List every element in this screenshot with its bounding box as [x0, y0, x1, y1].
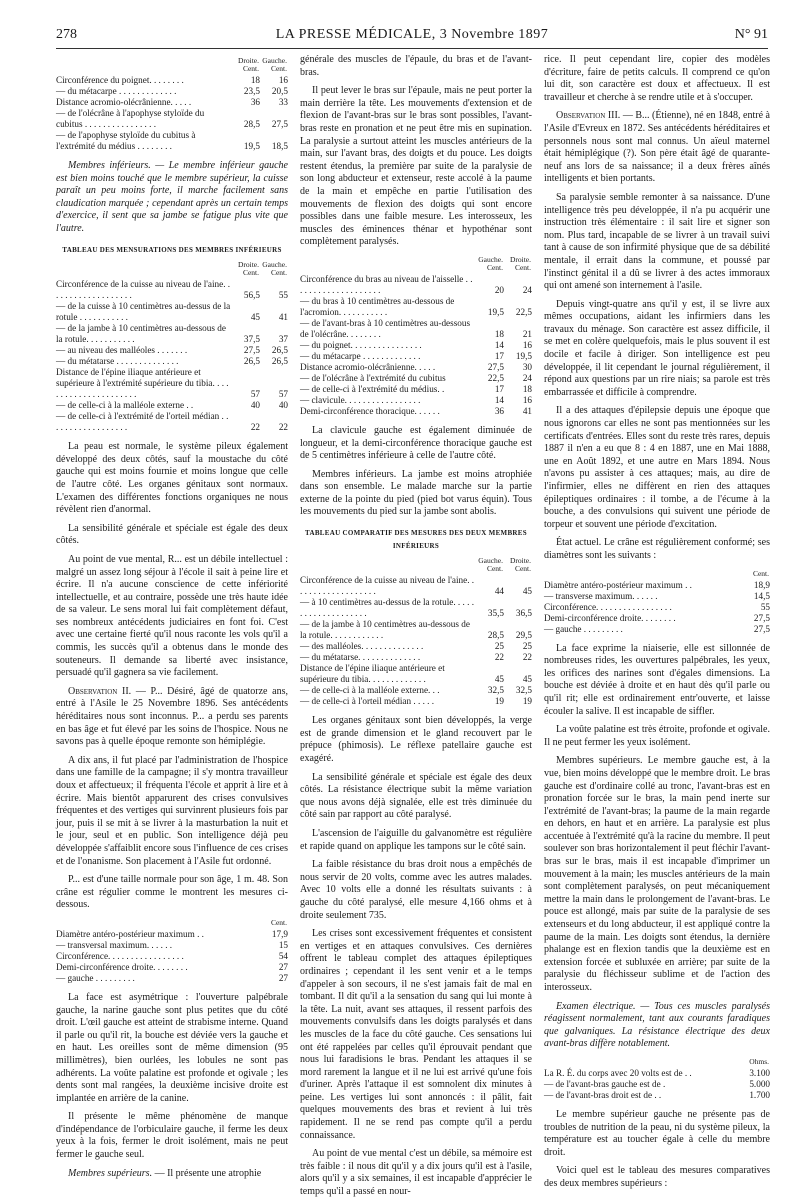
table-row	[56, 75, 288, 86]
table-value-cell: 27,5	[753, 612, 770, 623]
col3-table-2	[544, 1057, 770, 1101]
table-label-cell: — de l'olécrâne à l'apophyse styloïde du cubitus . . . . . . . . . . . . . . . .	[56, 108, 205, 129]
table-value-cell: 27,5	[487, 361, 504, 372]
table-value-cell: 29,5	[515, 630, 532, 641]
table-value-cell: 57	[250, 389, 260, 400]
table-row	[300, 351, 532, 362]
table-row	[300, 685, 532, 696]
table-value-cell: 37,5	[243, 334, 260, 345]
table-value-cell: 5.000	[749, 1078, 770, 1089]
table-label-cell: — transversal maximum. . . . . .	[56, 939, 173, 950]
table-value-cell: 37	[278, 334, 288, 345]
table-value-cell: 22	[250, 422, 260, 433]
table-value-cell: 17,9	[271, 928, 288, 939]
table-value-cell: 20,5	[271, 86, 288, 96]
table-value-cell: 35,5	[487, 608, 504, 619]
table-label-cell: — de l'olécrâne à l'extrémité du cubitus	[300, 372, 446, 383]
table-value-cell: 32,5	[487, 685, 504, 696]
table-row	[544, 1090, 770, 1101]
col2-paragraph: générale des muscles de l'épaule, du bras et de l'avant-bras.	[300, 54, 532, 78]
col1-t1-body	[56, 75, 288, 152]
table-row	[300, 406, 532, 417]
table-row	[300, 652, 532, 663]
table-value-cell: 15	[278, 939, 288, 950]
table-row	[56, 301, 288, 323]
col2-paragraph: Membres inférieurs. La jambe est moins atrophiée dans son ensemble. Le malade marche sur la partie externe de la pointe du pied (pied bot varus équin). Tous les mouvements du pied sur la jambe sont abolis.	[300, 468, 532, 518]
table-value-cell: 22	[522, 652, 532, 663]
table-label-cell: — de l'avant-bras droit est de . .	[544, 1089, 662, 1100]
table-value-cell: 45	[494, 674, 504, 685]
table-label-cell: La R. É. du corps avec 20 volts est de . .	[544, 1067, 692, 1078]
table-row	[56, 962, 288, 973]
table-row	[56, 356, 288, 367]
table-value-cell: 14	[494, 394, 504, 405]
col3-t2-body	[544, 1068, 770, 1101]
table-row	[544, 591, 770, 602]
table-row	[544, 624, 770, 635]
page-number: 278	[56, 27, 77, 42]
table-row	[300, 362, 532, 373]
table-value-cell: 17	[494, 383, 504, 394]
col1-paragraph: La face est asymétrique : l'ouverture palpébrale gauche, la narine gauche sont plus petites que du côté droit. L'œil gauche est atteint de strabisme interne. Quand il parle ou qu'il rit, la bouche est déviée vers la gauche et en haut. Les oreilles sont de même dimension (95 millimètres), bien ourlées, les lobules ne sont pas adhérents. La voûte palatine est profonde et ogivale ; les dents sont mal rangées, la deuxième incisive droite est implantée en arrière de la canine.	[56, 991, 288, 1104]
table-value-cell: 18	[522, 383, 532, 394]
table-label-cell: Circonférence de la cuisse au niveau de l'aine. . . . . . . . . . . . . . . . . . .	[56, 279, 231, 301]
table-row	[56, 973, 288, 984]
col1-paragraph: Membres inférieurs. — Le membre inférieur gauche est bien moins touché que le membre supérieur, la cuisse paraît un peu moins forte, il marche facilement sans claudication marquée ; cependant après un certain temps d'exercice, il sent que sa jambe se fatigue plus vite que l'autre.	[56, 160, 288, 234]
col2-t1-head-right: Droite. Cent.	[509, 254, 531, 272]
table-value-cell: 26,5	[271, 345, 288, 356]
col3-paragraph: rice. Il peut cependant lire, copier des modèles d'écriture, faire de petits calculs. Il comprend ce qu'on lui dit, son caractère est doux et affectueux. Il est travailleur et cherche à se rendre utile et à s'occuper.	[544, 54, 770, 103]
table-label-cell: — du métacarpe . . . . . . . . . . . . .	[300, 350, 421, 361]
table-label-cell: Circonférence. . . . . . . . . . . . . . . . .	[56, 950, 184, 961]
table-label-cell: — du poignet. . . . . . . . . . . . . . . .	[300, 339, 422, 350]
col3-t1-head: Cent.	[752, 568, 769, 578]
table-label-cell: Demi-circonférence thoracique. . . . . .	[300, 405, 440, 416]
col3-t1-body	[544, 580, 770, 635]
table-value-cell: 14	[494, 339, 504, 350]
table-row	[300, 663, 532, 685]
table-value-cell: 22	[494, 652, 504, 663]
col2-t2-head-right: Droite. Cent.	[509, 556, 531, 574]
table-row	[544, 1079, 770, 1090]
header-rule	[56, 48, 768, 49]
table-value-cell: 36	[494, 405, 504, 416]
table-value-cell: 3.100	[749, 1067, 770, 1078]
col2-table-1	[300, 255, 532, 417]
table-value-cell: 32,5	[515, 685, 532, 696]
table-value-cell: 16	[522, 339, 532, 350]
table-value-cell: 21	[522, 328, 532, 339]
col2-table-2	[300, 556, 532, 707]
table-label-cell: — de celle-ci à l'orteil médian . . . . .	[300, 696, 435, 707]
table-value-cell: 40	[278, 400, 288, 411]
col3-paragraph: Le membre supérieur gauche ne présente pas de troubles de nutrition de la peau, ni du système pileux, la température est au toucher égale à celle du membre droit.	[544, 1108, 770, 1158]
table-label-cell: — gauche . . . . . . . . .	[56, 972, 135, 983]
table-value-cell: 24	[522, 284, 532, 295]
table-row	[300, 619, 532, 641]
col1-t3-head: Cent.	[270, 917, 287, 927]
table-value-cell: 55	[760, 601, 770, 612]
table-row	[300, 575, 532, 597]
col2-t1-body	[300, 274, 532, 417]
table-value-cell: 18	[250, 75, 260, 85]
col3-paragraph: La face exprime la niaiserie, elle est sillonnée de nombreuses rides, les ouvertures palpébrales, les yeux, les orifices des narines sont d'égales dimensions. La bouche est déviée à droite et en haut dès qu'il parle ou qu'il rit; elle est ordinairement entr'ouverte, et laisse écouler la salive. Il est incapable de siffler.	[544, 642, 770, 717]
membres-superieurs-text: — Il présente une atrophie	[152, 1167, 262, 1179]
membres-superieurs-label: Membres supérieurs.	[68, 1167, 153, 1179]
table-value-cell: 18,5	[271, 141, 288, 151]
table-value-cell: 23,5	[243, 86, 260, 96]
table-value-cell: 30	[522, 361, 532, 372]
table-label-cell: — de celle-ci à l'extrémité du médius. .	[300, 383, 445, 394]
table-label-cell: Demi-circonférence droite. . . . . . . .	[544, 612, 676, 623]
table-value-cell: 45	[522, 586, 532, 597]
col1-paragraph: La peau est normale, le système pileux également développé des deux côtés, sauf la moustache du côté gauche qui est moins fournie et moins longue que celle de l'autre côté. Les organes génitaux sont normaux. L'examen des différentes fonctions organiques ne nous révèlent rien d'anormal.	[56, 441, 288, 516]
table-label-cell: Circonférence du bras au niveau de l'aisselle . . . . . . . . . . . . . . . . . . . .	[300, 273, 473, 295]
table-label-cell: — de la jambe à 10 centimètres au-dessous de la rotule. . . . . . . . . . . .	[300, 619, 470, 641]
table-value-cell: 19	[522, 696, 532, 707]
col1-paragraph: Au point de vue mental, R... est un débile intellectuel : malgré un assez long séjour à l'école il sait à peine lire et écrire. Il n'a aucune conscience de cette infériorité intellectuelle, et au contraire, possède une très haute idée de sa valeur. Le sens moral lui fait complètement défaut, ses nombreux antécédents judiciaires en font foi. C'est avec une certaine fierté qu'il nous raconte les vols qu'il a commis, les succès qu'il a obtenus dans le monde des souteneurs. Il demande sa liberté avec insistance, persuadé qu'il gagnera sa vie facilement.	[56, 553, 288, 679]
col3-paragraph: Sa paralysie semble remonter à sa naissance. D'une intelligence très peu développée, il n'a pu acquérir une instruction très élémentaire : il sait lire et signer son nom. Plus tard, incapable de se livrer à un travail suivi tant à cause de son infirmité physique que de sa débilité mentale, il errait dans la commune, et poussé par l'instinct génital il a dû se livrer à des actes immoraux qui ont amené son internement à l'asile.	[544, 191, 770, 292]
table-label-cell: — de celle-ci à la malléole externe . .	[56, 400, 194, 411]
col2-paragraph: Les organes génitaux sont bien développés, la verge est de grande dimension et le gland recouvert par le prépuce (phimosis). Le réflexe patellaire gauche est exagéré.	[300, 715, 532, 765]
table-label-cell: — du métatarse. . . . . . . . . . . . . .	[300, 652, 421, 663]
col1-t2-head-left: Gauche. Cent.	[262, 260, 287, 278]
table-label-cell: — des malléoles. . . . . . . . . . . . . .	[300, 641, 424, 652]
table-label-cell: — du métatarse . . . . . . . . . . . . . .	[56, 356, 179, 367]
table-row	[56, 345, 288, 356]
col2-t2-head-left: Gauche. Cent.	[478, 556, 503, 574]
table-label-cell: — au niveau des malléoles . . . . . . .	[56, 345, 188, 356]
table-row	[56, 86, 288, 97]
table-value-cell: 45	[522, 674, 532, 685]
table-label-cell: Diamètre antéro-postérieur maximum . .	[544, 579, 692, 590]
table-row	[300, 696, 532, 707]
table-label-cell: Distance de l'épine iliaque antérieure et supérieure à l'extrémité supérieure du tibia. . . . . . . . . . . . . . . . . . . . . .	[56, 367, 229, 400]
table-row	[56, 130, 288, 152]
table-value-cell: 25	[494, 641, 504, 652]
table-value-cell: 19,5	[515, 350, 532, 361]
col1-observation-2	[56, 686, 288, 749]
table-row	[300, 373, 532, 384]
table-value-cell: 28,5	[487, 630, 504, 641]
table-row	[544, 1068, 770, 1079]
table-label-cell: Distance acromio-olécrânienne. . . . .	[56, 97, 192, 107]
table-row	[544, 613, 770, 624]
table-label-cell: — de l'avant-bras gauche est de .	[544, 1078, 666, 1089]
observation-2-text: — P... Désiré, âgé de quatorze ans, entré à l'Asile le 25 Novembre 1896. Ses antécédents héréditaires nous sont inconnus. P... a perdu ses parents en bas âge et fut élevé par les soins de l'hospice. Nous ne savons pas à quelle époque remonte son hémiplégie.	[56, 685, 288, 748]
table-row	[56, 929, 288, 940]
col1-paragraph: La sensibilité générale et spéciale est égale des deux côtés.	[56, 522, 288, 547]
table-row	[56, 108, 288, 130]
col3-paragraph: Voici quel est le tableau des mesures comparatives des deux membres supérieurs :	[544, 1165, 770, 1189]
journal-title: LA PRESSE MÉDICALE, 3 Novembre 1897	[275, 27, 549, 42]
table-label-cell: Demi-circonférence droite. . . . . . . .	[56, 961, 188, 972]
table-row	[56, 951, 288, 962]
table-row	[544, 580, 770, 591]
table-label-cell: Circonférence du poignet. . . . . . . .	[56, 75, 184, 85]
table-value-cell: 27,5	[243, 345, 260, 356]
col2-table-2-title: TABLEAU COMPARATIF DES MESURES DES DEUX MEMBRES INFÉRIEURS	[305, 529, 527, 550]
table-value-cell: 16	[278, 75, 288, 85]
table-value-cell: 55	[278, 290, 288, 301]
table-label-cell: — de celle-ci à l'extrémité de l'orteil médian . . . . . . . . . . . . . . . . . .	[56, 411, 229, 433]
col3-paragraph: La voûte palatine est très étroite, profonde et ogivale. Il ne peut fermer les yeux isolément.	[544, 724, 770, 748]
table-value-cell: 19	[494, 696, 504, 707]
table-label-cell: — du métacarpe . . . . . . . . . . . . .	[56, 86, 177, 96]
table-value-cell: 14,5	[753, 590, 770, 601]
table-value-cell: 22,5	[515, 306, 532, 317]
observation-2-label: Observation II.	[68, 685, 132, 697]
col1-t1-head-right: Droite. Cent.	[237, 56, 259, 73]
col2-t1-head-left: Gauche. Cent.	[478, 254, 503, 272]
issue-number: N° 91	[734, 27, 768, 42]
table-value-cell: 27	[278, 961, 288, 972]
column-3	[544, 54, 770, 1189]
table-value-cell: 24	[522, 372, 532, 383]
table-value-cell: 41	[522, 405, 532, 416]
col2-paragraph: Il peut lever le bras sur l'épaule, mais ne peut porter la main derrière la tête. Les mouvements d'extension et de flexion de l'avant-bras sur le bras sont possibles, l'avant-bras reste en pronation et ne peut être mis en supination. La paralysie a surtout atteint les muscles antérieurs de la main, sur l'avant bras, des doigts et du pouce. Les doigts restent étendus, la première par suite de la paralysie de son long abducteur et extenseur, reste accolé à la paume de la main et empêche en partie l'utilisation des mouvements de flexion des doigts qui sont encore possibles dans une faible mesure. Les interosseux, les muscles des éminences thénar et hypothénar sont complètement paralysés.	[300, 85, 532, 248]
table-value-cell: 16	[522, 394, 532, 405]
table-row	[544, 602, 770, 613]
table-value-cell: 26,5	[271, 356, 288, 367]
table-value-cell: 18,9	[753, 579, 770, 590]
table-value-cell: 44	[494, 586, 504, 597]
table-label-cell: — transverse maximum. . . . . .	[544, 590, 658, 601]
table-value-cell: 27	[278, 972, 288, 983]
table-value-cell: 56,5	[243, 290, 260, 301]
table-value-cell: 45	[250, 312, 260, 323]
table-label-cell: — à 10 centimètres au-dessus de la rotule. . . . . . . . . . . . . . . . . . . .	[300, 597, 475, 619]
col2-paragraph: L'ascension de l'aiguille du galvanomètre est régulière et rapide quand on applique les tampons sur le côté sain.	[300, 828, 532, 852]
col1-paragraph-last	[56, 1168, 288, 1181]
table-row	[300, 274, 532, 296]
col2-paragraph: La sensibilité générale et spéciale est égale des deux côtés. La résistance électrique subit la même variation que nous avons déjà signalée, elle est très diminuée du côté sain par rapport au côté paralysé.	[300, 771, 532, 821]
table-row	[56, 97, 288, 108]
table-value-cell: 54	[278, 950, 288, 961]
table-label-cell: — clavicule. . . . . . . . . . . . . . . . .	[300, 394, 421, 405]
col3-paragraph: État actuel. Le crâne est régulièrement conformé; ses diamètres sont les suivants :	[544, 537, 770, 561]
table-row	[300, 340, 532, 351]
column-2	[300, 54, 532, 1198]
observation-3-text: — B... (Étienne), né en 1848, entré à l'Asile d'Evreux en 1872. Ses antécédents héréditaires et personnels nous sont mal connus. Un aïeul maternel était hémiplégique (?). Son père était âgé de quarante-neuf ans lors de sa naissance; il a deux frères aînés intelligents et bien portants.	[544, 110, 770, 185]
table-value-cell: 17	[494, 350, 504, 361]
col1-t2-head-right: Droite. Cent.	[237, 260, 259, 278]
col2-paragraph: Au point de vue mental c'est un débile, sa mémoire est très faible : il nous dit qu'il y a dix jours qu'il est à l'asile, alors qu'il y a six semaines, il est incapable d'apprécier le temps qu'il a passé en nour-	[300, 1148, 532, 1198]
table-label-cell: — de celle-ci à la malléole externe. . .	[300, 685, 440, 696]
table-row	[56, 940, 288, 951]
table-value-cell: 25	[522, 641, 532, 652]
table-row	[56, 323, 288, 345]
table-label-cell: Distance de l'épine iliaque antérieure et supérieure du tibia. . . . . . . . . . . . .	[300, 663, 445, 685]
col2-paragraph: Les crises sont excessivement fréquentes et consistent en vertiges et en attaques convulsives. Ces dernières offrent le tableau complet des attaques épileptiques ordinaires ; cependant il les sent venir et a le temps d'appeler à son secours, il ne s'est jamais fait de mal en tombant. Il dit qu'il a la sensation du sang qui lui monte à la tête. La nuit, avant ses attaques, il ressent parfois des mouvements convulsifs dans les doigts paralysés et dans les muscles de la face du côté gauche. Ces sensations lui ont été rappelées par celles qu'il éprouvait pendant que nous lui faradisions le bras. Pendant les attaques il se mord rarement la langue et il ne lui est arrivé qu'une fois d'uriner. Après l'attaque il est somnolent dix minutes à peine. Les vertiges lui sont annoncés : il pâlit, fait quelques mouvements des bras et revient à lui très rapidement. Il ne se rend pas compte qu'il a perdu connaissance.	[300, 928, 532, 1141]
table-label-cell: — de la jambe à 10 centimètres au-dessous de la rotule. . . . . . . . . . .	[56, 323, 226, 345]
table-value-cell: 22	[278, 422, 288, 433]
table-value-cell: 18	[494, 328, 504, 339]
table-row	[300, 296, 532, 318]
observation-3-label: Observation III.	[556, 110, 621, 122]
col1-paragraph: Il présente le même phénomène de manque d'indépendance de l'orbiculaire gauche, il ferme les deux yeux à la fois, fermer le droit isolément, mais ne peut fermer le gauche seul.	[56, 1111, 288, 1161]
col3-table-1	[544, 569, 770, 635]
table-value-cell: 20	[494, 284, 504, 295]
table-value-cell: 36,5	[515, 608, 532, 619]
table-value-cell: 27,5	[753, 623, 770, 634]
col3-paragraph: Depuis vingt-quatre ans qu'il y est, il se livre aux mêmes occupations, aidant les infirmiers dans les travaux du ménage. Son caractère est assez difficile, il se met en colère quelquefois, mais le plus souvent il est docile et facile à diriger. Son intelligence est peu développée, il lit cependant le journal régulièrement, il répond aux questions par un rire niais; sa parole est très embarrassée et difficile à comprendre.	[544, 298, 770, 398]
table-label-cell: — de l'apophyse styloïde du cubitus à l'extrémité du médius . . . . . . . .	[56, 130, 196, 151]
col3-paragraph: Examen électrique. — Tous ces muscles paralysés réagissent normalement, tant aux courants faradiques que galvaniques. La résistance électrique des deux avant-bras diffère notablement.	[544, 1000, 770, 1050]
col1-table-1	[56, 56, 288, 152]
table-value-cell: 27,5	[271, 119, 288, 129]
table-row	[300, 395, 532, 406]
table-value-cell: 26,5	[243, 356, 260, 367]
table-value-cell: 19,5	[243, 141, 260, 151]
table-row	[300, 641, 532, 652]
table-row	[300, 384, 532, 395]
col3-observation-3	[544, 110, 770, 186]
table-label-cell: Diamètre antéro-postérieur maximum . .	[56, 928, 204, 939]
col1-table-2-title: TABLEAU DES MENSURATIONS DES MEMBRES INFÉRIEURS	[62, 245, 282, 254]
table-label-cell: Circonférence. . . . . . . . . . . . . . . . .	[544, 601, 672, 612]
table-value-cell: 1.700	[749, 1089, 770, 1100]
table-label-cell: Distance acromio-olécrânienne. . . . .	[300, 361, 436, 372]
table-row	[56, 411, 288, 433]
col2-paragraph: La faible résistance du bras droit nous a empêchés de nous servir de 20 volts, comme avec les autres malades. Avec 10 volts elle a donné les résultats suivants : à gauche du côté paralysé, elle mesure 4,166 ohms et à droite seulement 735.	[300, 859, 532, 921]
col1-table-3	[56, 918, 288, 984]
table-label-cell: Circonférence de la cuisse au niveau de l'aine. . . . . . . . . . . . . . . . . . .	[300, 575, 475, 597]
table-label-cell: — gauche . . . . . . . . .	[544, 623, 623, 634]
table-row	[56, 367, 288, 400]
table-value-cell: 28,5	[243, 119, 260, 129]
col1-t2-body	[56, 279, 288, 433]
table-value-cell: 40	[250, 400, 260, 411]
col1-paragraph: P... est d'une taille normale pour son âge, 1 m. 48. Son crâne est régulier comme le montrent les mesures ci-dessous.	[56, 874, 288, 911]
table-label-cell: — du bras à 10 centimètres au-dessous de l'acromion. . . . . . . . . . .	[300, 295, 455, 317]
col2-paragraph: La clavicule gauche est également diminuée de longueur, et la demi-circonférence thoracique gauche est de 5 centimètres inférieure à celle de l'autre côté.	[300, 424, 532, 462]
table-value-cell: 22,5	[487, 372, 504, 383]
col3-paragraph: Il a des attaques d'épilepsie depuis une époque que nous ignorons car elles ne sont pas mentionnées sur les certificats d'entrées. Elles sont du reste très rares, depuis 1887 il n'en a eu que 8 : 4 en 1887, une en Mai 1888, une en Août 1892, et une autre en Mars 1894. Nous n'avons pu assister à ces attaques; mais, au dire de l'infirmier, elles ne diffèrent en rien des attaques épileptiques ordinaires : il tombe, a de l'écume à la bouche, a des convulsions qui suivent une période de torpeur et souvent une période d'excitation.	[544, 405, 770, 530]
col1-t3-body	[56, 929, 288, 984]
table-label-cell: — de la cuisse à 10 centimètres au-dessus de la rotule . . . . . . . . . . .	[56, 301, 231, 323]
table-row	[56, 400, 288, 411]
table-row	[56, 279, 288, 301]
table-row	[300, 597, 532, 619]
col1-table-2	[56, 260, 288, 433]
col3-paragraph: Membres supérieurs. Le membre gauche est, à la vue, bien moins développé que le membre droit. Le bras gauche est d'ordinaire collé au tronc, l'avant-bras est en pronation forcée sur le bras, la main pend inerte sur l'extrémité de l'avant-bras; la paume de la main regarde en dehors, en haut et en arrière. La paralysie est plus accentuée à l'extrémité qu'à la racine du membre. Il peut soulever son bras horizontalement il peut fléchir l'avant-bras sur le bras, mais il est incapable d'imprimer un mouvement à la main; les muscles antérieurs de la main sont complètement paralysés, on peut mécaniquement mettre la main dans le prolongement de l'avant-bras. Le pouce est allongé, mais par suite de la paralysie de ses extenseurs et du long abducteur, il est appliqué contre la paume de la main. Les doigts sont étendus, la dernière phalange est en flexion tandis que la deuxième est en extension forcée et subluxée en arrière; par suite de la paralysie du fléchisseur sublime et de l'action des interosseux.	[544, 755, 770, 993]
table-value-cell: 41	[278, 312, 288, 323]
col1-t1-head-left: Gauche. Cent.	[262, 56, 287, 73]
col1-paragraph: A dix ans, il fut placé par l'administration de l'hospice dans une famille de la campagne; il s'y montra travailleur doux et affectueux; il fréquenta l'école et apprit à lire et à écrire. Mais bientôt apparurent des crises convulsives fréquentes et des vertiges qui survinrent plusieurs fois par jour, puis il se mit à se livrer à la masturbation la nuit et le jour, seul et en public. Son intelligence déjà peu développée s'affaiblit encore sous l'influence de ces crises et de l'onanisme. Son placement à l'Asile fut ordonné.	[56, 754, 288, 867]
column-1	[56, 54, 288, 1179]
col2-t2-body	[300, 575, 532, 707]
table-label-cell: — de l'avant-bras à 10 centimètres au-dessous de l'olécrâne. . . . . . . .	[300, 317, 471, 339]
table-row	[300, 318, 532, 340]
table-value-cell: 19,5	[487, 306, 504, 317]
table-value-cell: 36	[250, 97, 260, 107]
col3-t2-head: Ohms.	[749, 1056, 769, 1066]
page-header	[56, 27, 768, 47]
table-value-cell: 33	[278, 97, 288, 107]
table-value-cell: 57	[278, 389, 288, 400]
